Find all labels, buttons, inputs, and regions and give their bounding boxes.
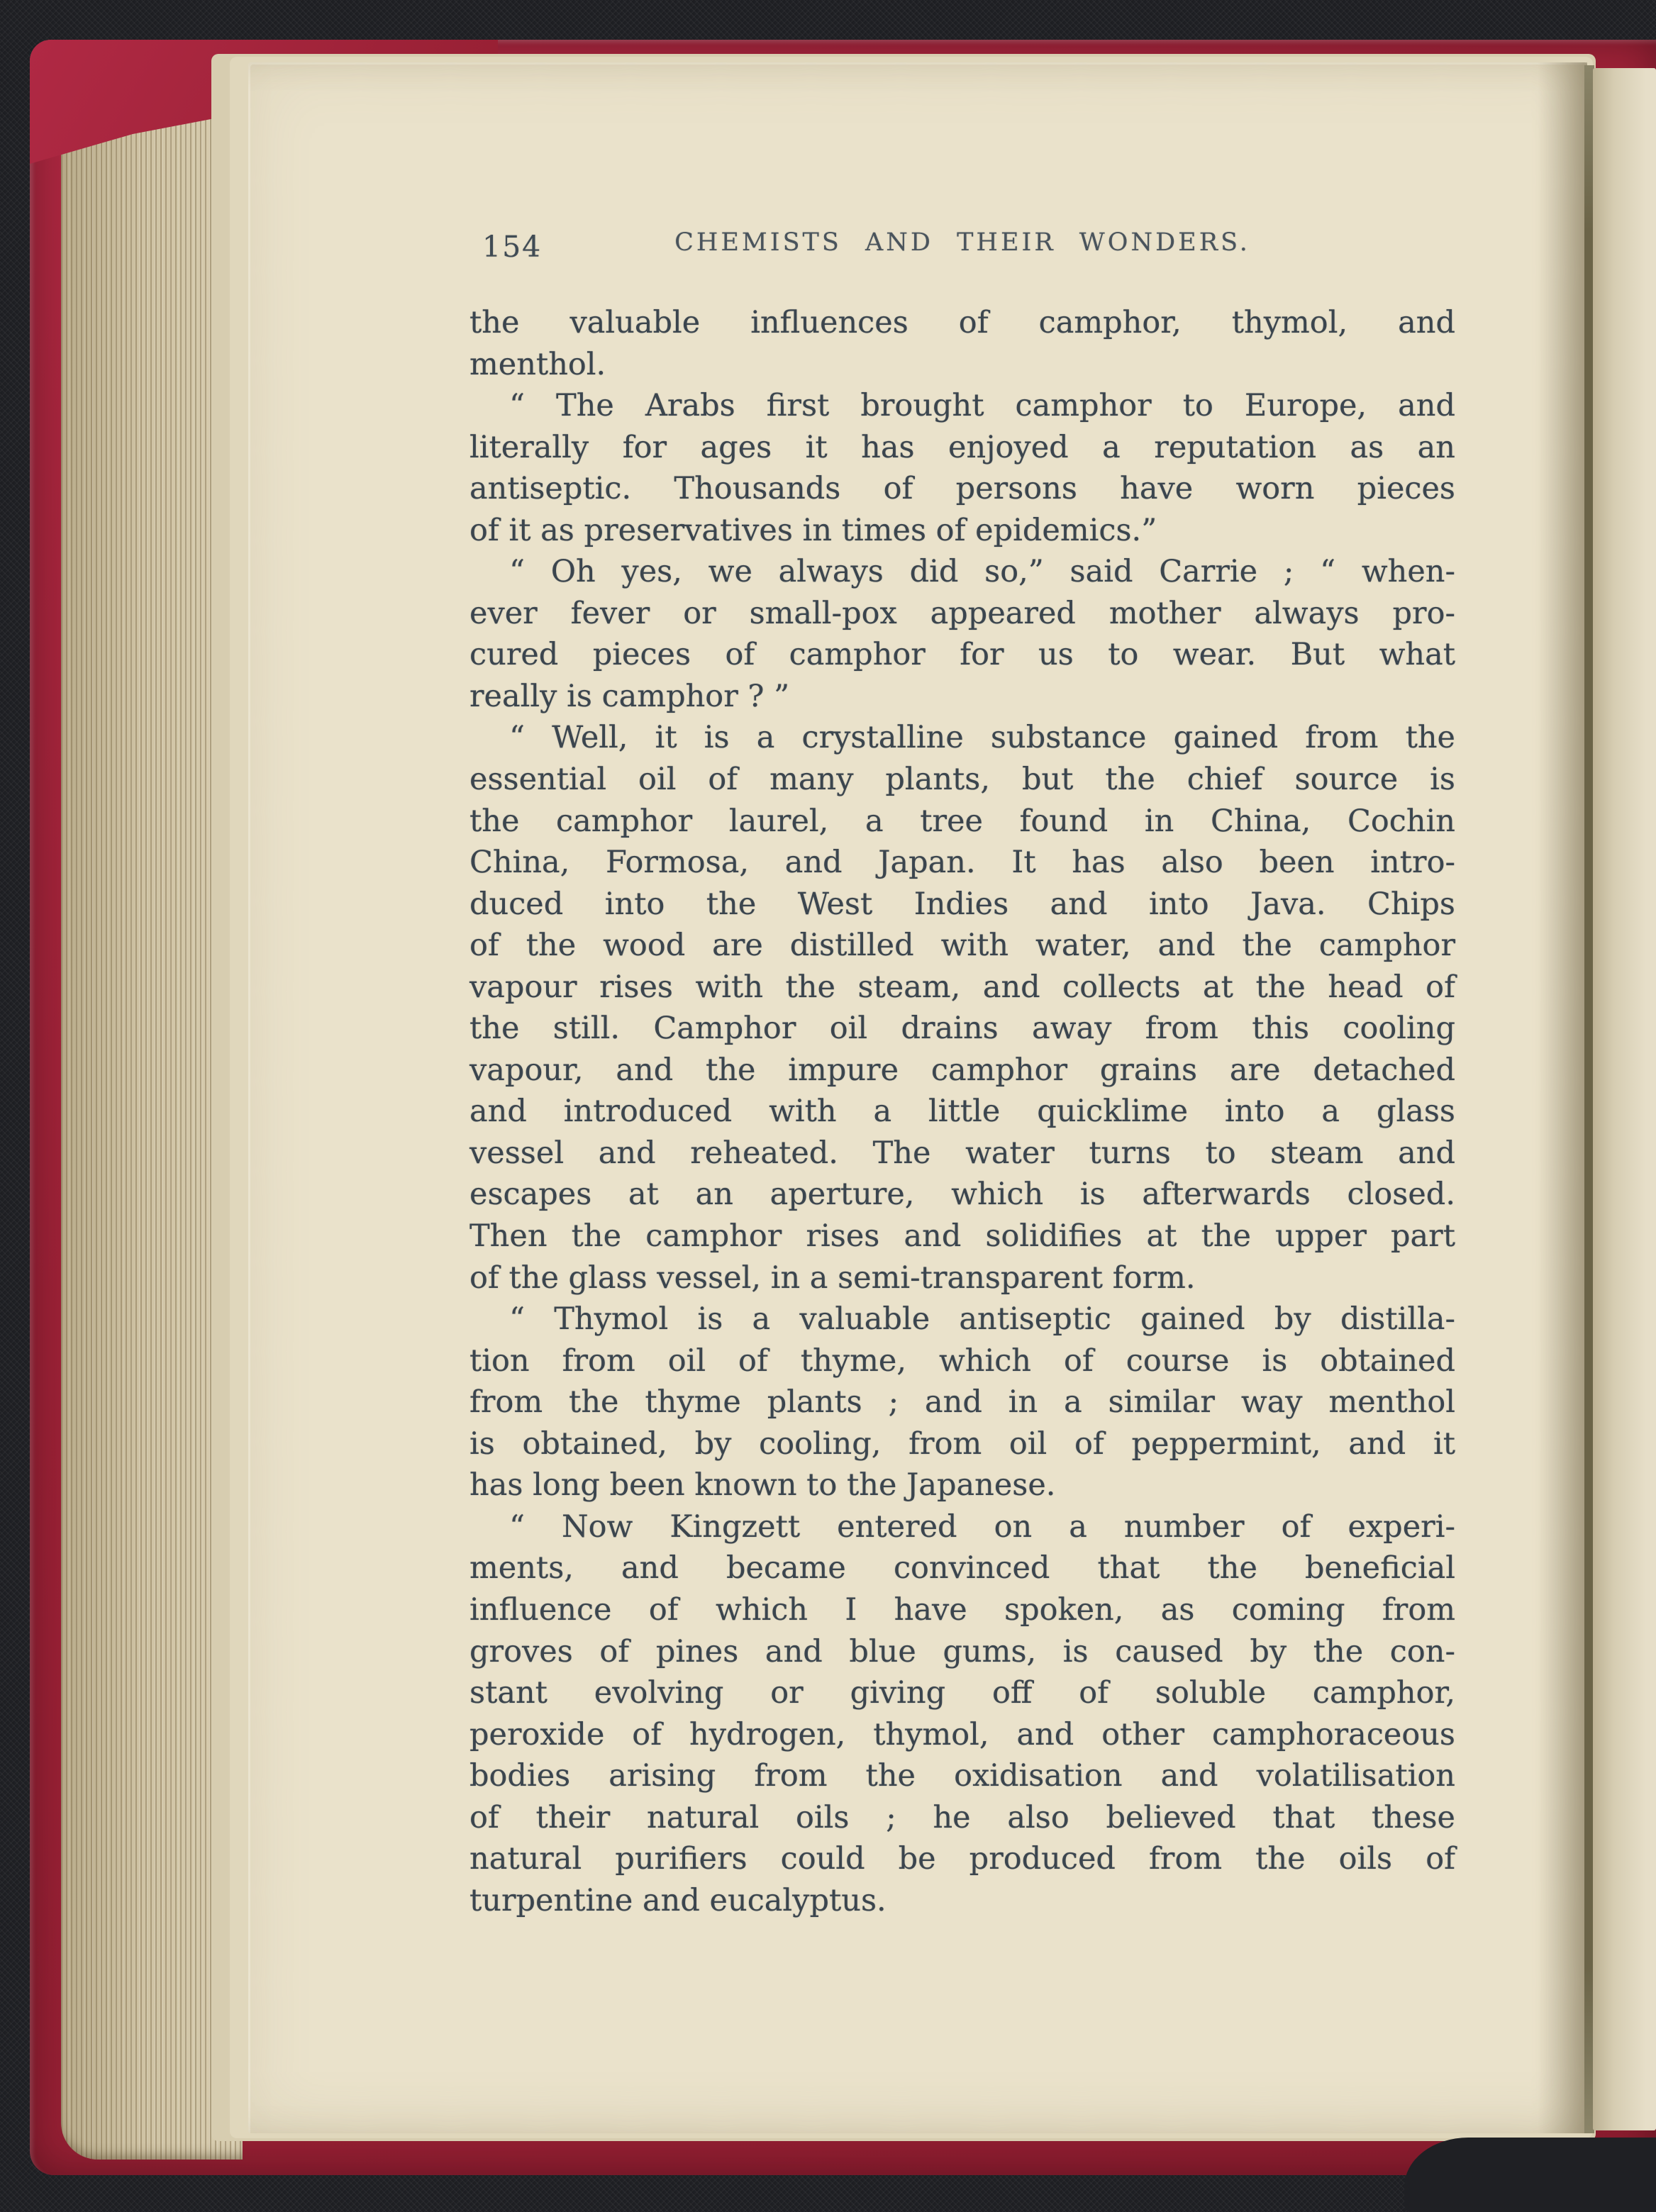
text-line: escapes at an aperture, which is afterwards closed. <box>469 1177 1455 1213</box>
text-line: and introduced with a little quicklime into a glass <box>469 1094 1455 1130</box>
book-page <box>248 62 1587 2133</box>
text-line: “ Well, it is a crystalline substance gained from the <box>509 720 1455 756</box>
text-line: from the thyme plants ; and in a similar way menthol <box>469 1384 1455 1421</box>
page-text <box>469 302 1455 1921</box>
text-line: bodies arising from the oxidisation and volatilisation <box>469 1758 1455 1794</box>
text-line: has long been known to the Japanese. <box>469 1467 1056 1504</box>
adjacent-page <box>1593 68 1656 2130</box>
text-line: “ Oh yes, we always did so,” said Carrie ; “ when- <box>509 554 1455 590</box>
text-line: vapour rises with the steam, and collects at the head of <box>469 969 1455 1005</box>
text-line: influence of which I have spoken, as coming from <box>469 1591 1455 1628</box>
running-title: CHEMISTS AND THEIR WONDERS. <box>674 228 1250 257</box>
text-line: the valuable influences of camphor, thymol, and <box>469 305 1455 340</box>
text-line: the camphor laurel, a tree found in China, Cochin <box>469 803 1455 839</box>
background-shadow <box>1404 2138 1656 2212</box>
text-line: antiseptic. Thousands of persons have worn pieces <box>469 471 1455 507</box>
text-line: ever fever or small-pox appeared mother always pro- <box>469 595 1455 631</box>
text-line: stant evolving or giving off of soluble camphor, <box>469 1675 1455 1711</box>
text-line: groves of pines and blue gums, is caused by the con- <box>469 1633 1455 1669</box>
text-line: menthol. <box>469 346 606 382</box>
text-line: of the glass vessel, in a semi-transparent form. <box>469 1260 1196 1296</box>
text-line: of their natural oils ; he also believed that these <box>469 1799 1455 1835</box>
page-number: 154 <box>482 230 543 264</box>
page-header <box>469 228 1455 268</box>
text-line: literally for ages it has enjoyed a reputation as an <box>469 429 1455 465</box>
text-line: of the wood are distilled with water, and the camphor <box>469 928 1455 964</box>
text-line: natural purifiers could be produced from the oils of <box>469 1841 1455 1877</box>
text-line: tion from oil of thyme, which of course is obtained <box>469 1343 1455 1379</box>
text-line: duced into the West Indies and into Java. Chips <box>469 886 1455 922</box>
text-line: turpentine and eucalyptus. <box>469 1882 887 1918</box>
text-line: “ Thymol is a valuable antiseptic gained by distilla- <box>509 1301 1455 1338</box>
text-line: Then the camphor rises and solidifies at the upper part <box>469 1218 1455 1255</box>
text-line: is obtained, by cooling, from oil of peppermint, and it <box>469 1425 1455 1462</box>
text-line: the still. Camphor oil drains away from this cooling <box>469 1011 1455 1047</box>
text-line: essential oil of many plants, but the chief source is <box>469 762 1455 798</box>
text-line: vapour, and the impure camphor grains are detached <box>469 1052 1455 1088</box>
text-line: peroxide of hydrogen, thymol, and other camphoraceous <box>469 1716 1455 1752</box>
text-line: of it as preservatives in times of epidemics.” <box>469 512 1157 548</box>
text-line: China, Formosa, and Japan. It has also been intro- <box>469 845 1455 881</box>
text-line: “ The Arabs first brought camphor to Europe, and <box>509 388 1455 424</box>
text-line: vessel and reheated. The water turns to steam and <box>469 1135 1455 1171</box>
text-line: “ Now Kingzett entered on a number of experi- <box>509 1508 1455 1545</box>
text-line: ments, and became convinced that the beneficial <box>469 1550 1455 1586</box>
text-line: really is camphor ? ” <box>469 678 790 714</box>
text-line: cured pieces of camphor for us to wear. But what <box>469 637 1455 673</box>
